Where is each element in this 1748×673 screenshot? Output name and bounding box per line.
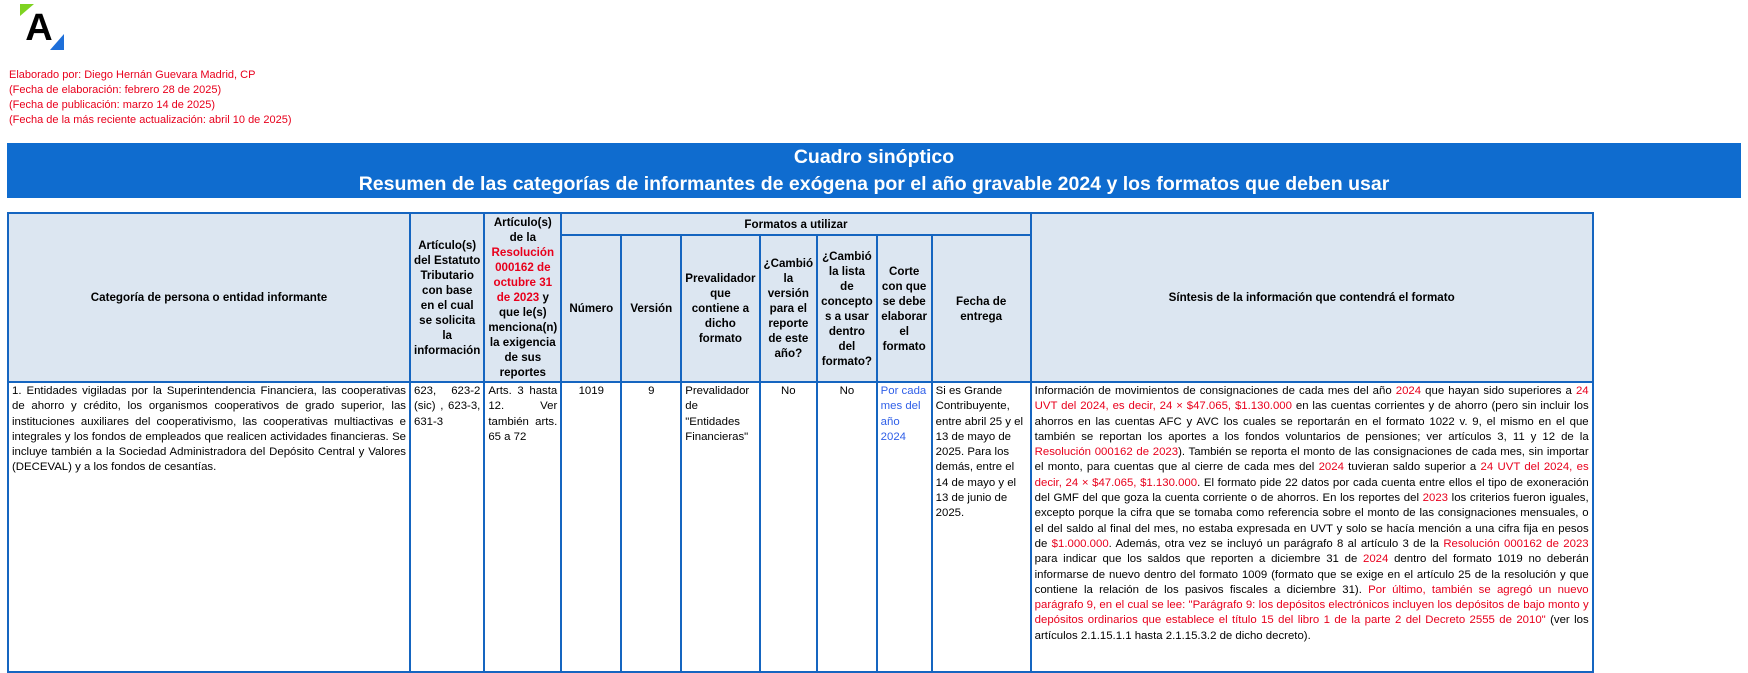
header-prevalidador: Prevalidador que contiene a dicho formato <box>681 235 759 382</box>
sintesis-highlight: 24 UVT del 2024, es decir, 24 × $47.065, $1.130.000 <box>1034 461 1589 489</box>
header-formatos: Formatos a utilizar <box>561 213 1030 235</box>
header-numero: Número <box>561 235 621 382</box>
sintesis-highlight: Por último, también se agregó un nuevo parágrafo 9, en el cual se lee: "Parágrafo 9: los depósitos electrónicos incluyen los depósitos de bajo monto y depósitos ordinarios que establece el título 15 del libro 1 de la parte 2 del Decreto 2555 de 2010" <box>1034 583 1589 627</box>
header-categoria: Categoría de persona o entidad informante <box>8 213 410 382</box>
sintesis-text: en las cuentas corrientes y de ahorro (pero sin incluir los ahorros en las cuentas AFC y AVC los cuales se reportarán en el formato 1022 v. 9, el mismo en el que también se reportan los aportes a los fondos voluntarios de pensiones; ver artículos 3, 11 y 12 de la <box>1034 400 1589 443</box>
sintesis-highlight: 24 UVT del 2024, es decir, 24 × $47.065, $1.130.000 <box>1034 385 1589 413</box>
sintesis-text: . Además, otra vez se incluyó un parágrafo 8 al artículo 3 de la <box>1108 537 1444 550</box>
header-cambio-lista: ¿Cambió la lista de concepto s a usar dentro del formato? <box>817 235 877 382</box>
sintesis-text: . El formato pide 22 datos por cada cuenta entre ellos el tipo de exoneración del GMF del que goza la cuenta corriente o de ahorros. En los reportes del <box>1034 476 1589 505</box>
document-meta <box>9 68 292 128</box>
elaboration-date: (Fecha de elaboración: febrero 28 de 2025) <box>9 84 222 96</box>
header-cambio-version: ¿Cambió la versión para el reporte de este año? <box>760 235 818 382</box>
summary-table <box>7 212 1594 673</box>
header-articulos-resolucion <box>484 213 561 382</box>
header-art-res-red: Resolución 000162 de octubre 31 de 2023 <box>491 246 555 304</box>
cell-prevalidador: Prevalidador de "Entidades Financieras" <box>681 382 759 672</box>
title-banner <box>7 143 1741 198</box>
sintesis-text: para indicar que los saldos que reporten a diciembre 31 de <box>1034 553 1364 566</box>
sintesis-highlight: 2023 <box>1422 492 1448 505</box>
cell-sintesis <box>1031 382 1593 672</box>
sintesis-text: que hayan sido superiores a <box>1421 385 1576 397</box>
sintesis-text: tuvieran saldo superior a <box>1343 461 1481 474</box>
sintesis-text: (ver los artículos 2.1.15.1.1 hasta 2.1.15.3.2 de dicho decreto). <box>1034 614 1589 642</box>
sintesis-highlight: Resolución 000162 de 2023 <box>1034 446 1179 459</box>
banner-subtitle: Resumen de las categorías de informantes de exógena por el año gravable 2024 y los formatos que deben usar <box>358 173 1390 195</box>
sintesis-text: dentro del formato 1019 no deberán informarse de nuevo dentro del formato 1009 (formato que se exige en el artículo 25 de la resolución y que contiene la relación de los pasivos fiscales a diciembre 31). <box>1034 553 1589 596</box>
sintesis-highlight: $1.000.000 <box>1051 537 1109 550</box>
cell-corte: Por cada mes del año 2024 <box>877 382 932 672</box>
banner-title: Cuadro sinóptico <box>793 146 955 168</box>
header-art-res-a: Artículo(s) de la <box>493 216 552 244</box>
cell-articulos-resolucion: Arts. 3 hasta 12. Ver también arts. 65 a 72 <box>484 382 561 672</box>
publication-date: (Fecha de publicación: marzo 14 de 2025) <box>9 99 216 111</box>
company-logo <box>20 4 72 56</box>
header-art-res-b: y que le(s) menciona(n) la exigencia de sus reportes <box>488 291 558 379</box>
sintesis-highlight: 2024 <box>1363 553 1389 566</box>
sintesis-text: ). También se reporta el monto de las consignaciones de cada mes, sin importar el monto, para cuentas que al cierre de cada mes del <box>1034 446 1589 474</box>
cell-cambio-lista: No <box>817 382 877 672</box>
cell-fecha: Si es Grande Contribuyente, entre abril 25 y el 13 de mayo de 2025. Para los demás, entre el 14 de mayo y el 13 de junio de 2025. <box>932 382 1031 672</box>
cell-articulos-et: 623, 623-2 (sic) , 623-3, 631-3 <box>410 382 484 672</box>
cell-cambio-version: No <box>760 382 818 672</box>
header-fecha: Fecha de entrega <box>932 235 1031 382</box>
header-sintesis: Síntesis de la información que contendrá el formato <box>1031 213 1593 382</box>
sintesis-text: Información de movimientos de consignaciones de cada mes del año <box>1034 385 1396 397</box>
sintesis-highlight: 2024 <box>1318 461 1344 474</box>
cell-categoria: 1. Entidades vigiladas por la Superintendencia Financiera, las cooperativas de ahorro y crédito, los organismos cooperativos de grado superior, las instituciones auxiliares del cooperativismo, las cooperativas multiactivas e integrales y los fondos de empleados que realicen actividades financieras. Se incluye también a la Sociedad Administradora del Depósito Central y Valores (DECEVAL) y a los fondos de cesantías. <box>8 382 410 672</box>
sintesis-highlight: Resolución 000162 de 2023 <box>1443 537 1589 550</box>
header-articulos-et: Artículo(s) del Estatuto Tributario con base en el cual se solicita la información <box>410 213 484 382</box>
sintesis-text: los criterios fueron iguales, excepto porque la cifra que se tomaba como referencia sobre el monto de las consignaciones mensuales, o el del saldo al final del mes, no estaba expresada en UVT y solo se hacía mención a una cifra fija en pesos de <box>1034 492 1589 550</box>
svg-text:A: A <box>25 7 53 49</box>
logo-icon <box>20 4 72 56</box>
sintesis-highlight: 2024 <box>1395 385 1422 397</box>
table-row <box>8 382 1593 672</box>
header-version: Versión <box>621 235 681 382</box>
update-date: (Fecha de la más reciente actualización: abril 10 de 2025) <box>9 114 292 126</box>
cell-version: 9 <box>621 382 681 672</box>
header-corte: Corte con que se debe elaborar el formato <box>877 235 932 382</box>
cell-numero: 1019 <box>561 382 621 672</box>
author-line: Elaborado por: Diego Hernán Guevara Madrid, CP <box>9 69 256 81</box>
